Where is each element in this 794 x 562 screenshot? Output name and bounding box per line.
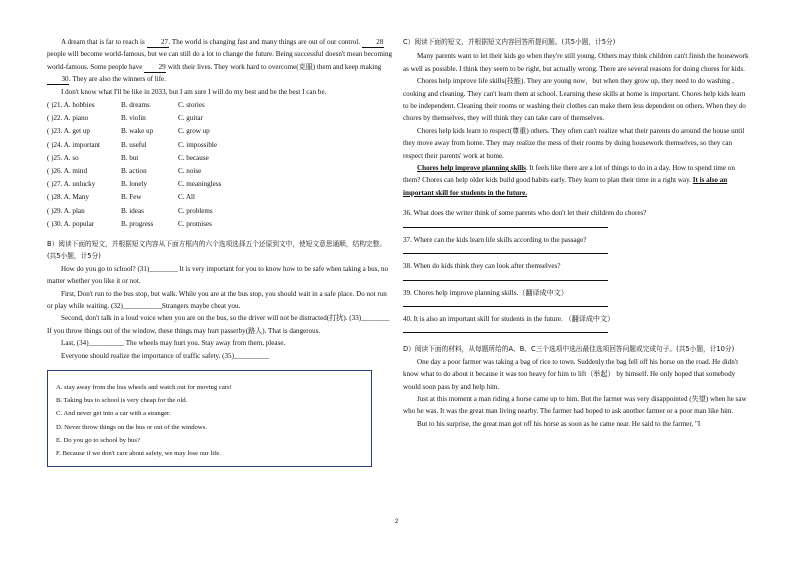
questions xyxy=(403,207,750,333)
bold-underlined-sentence: Chores help improve planning skills xyxy=(417,164,526,173)
cloze-passage: A dream that is far to reach is 27. The world is changing fast and many things are out of our control. 28 people will become world-famous, but we can still do a lot to change the future. Being successful doesn't mean becoming world-famous. Some people have 29 with their lives. They work hard to overcome(克服) them and keep making 30. They are also the winners of life. xyxy=(47,38,393,84)
section-b-paragraph: Second, don't talk in a loud voice when you are on the bus, so the driver will not be distracted(打扰). (33)________ If you throw things out of the window, these things may hurt passerby(路人). That is dangerous. xyxy=(47,314,390,335)
blank-27: 27 xyxy=(147,38,169,48)
left-column xyxy=(47,36,394,467)
options-box xyxy=(47,370,372,467)
option-row: ( )29. A. plan B. ideas C. problems xyxy=(47,206,213,215)
option-row: ( )23. A. get up B. wake up C. grow up xyxy=(47,127,210,136)
option-row: ( )22. A. piano B. violin C. guitar xyxy=(47,114,203,123)
section-c-paragraph: Chores help improve planning skills. It feels like there are a lot of things to do in a day. How to spend time on them? Chores can help older kids build good habits early. They learn to plan their time in a right way. It is also an important skill for students in the future. xyxy=(403,164,735,197)
section-d-heading: D）阅读下面的材料，从每题所给的A、B、C三个选项中选出最佳选项回答问题或完成句子。(共5小题，计10分) xyxy=(403,345,735,354)
option-row: ( )24. A. important B. useful C. impossible xyxy=(47,140,218,149)
option-row: ( )21. A. hobbies B. dreams C. stories xyxy=(47,101,205,110)
box-option: F. Because if we don't care about safety, we may lose our life. xyxy=(56,449,221,457)
bold-underlined-sentence: It is also an important skill for students in the future. xyxy=(403,176,728,197)
answer-line[interactable] xyxy=(403,246,608,254)
answer-line[interactable] xyxy=(403,220,608,228)
box-option: E. Do you go to school by bus? xyxy=(56,436,140,444)
blank-28: 28 xyxy=(362,38,384,48)
section-b-heading: B）阅读下面的短文，并根据短文内容从下面方框内的六个选项选择五个还原到文中，使短文意思通顺，结构完整。(共5小题，计5分) xyxy=(47,239,386,261)
answer-line[interactable] xyxy=(403,299,608,307)
section-c-heading: C）阅读下面的短文，并根据短文内容回答所提问题。(共5小题，计5分) xyxy=(403,38,616,46)
section-d-paragraph: Just at this moment a man riding a horse came up to him. But the farmer was very disappointed (失望) when he saw who he was. It was the great man living nearby. The farmer had hoped to ask another farmer or a poor man like him. xyxy=(403,394,747,416)
answer-line[interactable] xyxy=(403,273,608,281)
question: 39. Chores help improve planning skills.（翻译成中文） xyxy=(403,288,568,297)
section-c-paragraph: Chores help improve life skills(技能). They are young now，but when they grow up, they need to do washing , cooking and cleaning. They can't learn them at school. Learning these skills at home is important. Chores help kids learn to be independent. Cleaning their rooms or washing their clothes can make them less dependent on others. When they do chores by themselves, they will think they can take care of themselves. xyxy=(403,77,746,123)
section-b-paragraph: How do you go to school? (31)________ It is very important for you to know how to be safe when taking a bus, no matter whether you like it or not. xyxy=(47,264,389,286)
question: 40. It is also an important skill for students in the future. （翻译成中文） xyxy=(403,314,615,323)
section-b-paragraph: Last, (34)__________ The wheels may hurt you. Stay away from them, please. xyxy=(61,339,286,348)
question: 37. Where can the kids learn life skills according to the passage? xyxy=(403,235,587,244)
section-c-paragraph: Chores help kids learn to respect(尊重) others. They often can't realize what their parents do around the house until they move away from home. They may realize the mess of their rooms by doing housework themselves, so they can respect their parents' work at home. xyxy=(403,126,745,160)
question: 38. When do kids think they can look after themselves? xyxy=(403,262,561,271)
section-d-paragraph: But to his surprise, the great man got off his horse as soon as he came near. He said to the farmer, "I xyxy=(417,419,701,428)
answer-line[interactable] xyxy=(403,325,608,333)
question: 36. What does the writer think of some parents who don't let their children do chores? xyxy=(403,209,647,218)
section-b-paragraph: First, Don't run to the bus stop, but walk. While you are at the bus stop, you should wait in a safe place. Do not run or play while waiting. (32)___________Strangers maybe cheat you. xyxy=(47,289,387,310)
section-c-paragraph: Many parents want to let their kids go when they're still young. Others may think children can't finish the housework as well as possible. I think they seem to be right, but actually wrong. There are several reasons for doing chores for kids. xyxy=(403,52,749,73)
box-option: A. stay away from the bus wheels and watch out for moving cars! xyxy=(56,383,232,391)
option-row: ( )26. A. mind B. action C. noise xyxy=(47,166,202,175)
box-option: B. Taking bus to school is very cheap for the old. xyxy=(56,397,188,405)
option-row: ( )27. A. unlucky B. lonely C. meaningless xyxy=(47,180,222,189)
section-d-paragraph: One day a poor farmer was taking a bag of rice to town. Suddenly the bag fell off his horse on the road. He didn't know what to do about it because it was too heavy for him to lift（举起） by himself. He only hoped that somebody would soon pass by and help him. xyxy=(403,357,739,391)
option-row: ( )28. A. Many B. Few C. All xyxy=(47,193,195,202)
section-b-paragraph: Everyone should realize the importance of traffic safety. (35)__________ xyxy=(61,351,270,360)
cloze-options xyxy=(47,99,394,231)
right-column xyxy=(403,36,750,430)
box-option: C. And never get into a car with a stranger. xyxy=(56,410,171,418)
cloze-last-line: I don't know what I'll be like in 2033, but I am sure I will do my best and be the best I can be. xyxy=(61,87,327,96)
option-row: ( )30. A. popular B. progress C. promises xyxy=(47,219,212,228)
page-number: 2 xyxy=(395,519,399,525)
box-option: D. Never throw things on the bus or out of the windows. xyxy=(56,423,208,431)
blank-29: 29 xyxy=(144,63,166,73)
blank-30: 30 xyxy=(47,75,69,85)
option-row: ( )25. A. so B. but C. because xyxy=(47,153,209,162)
